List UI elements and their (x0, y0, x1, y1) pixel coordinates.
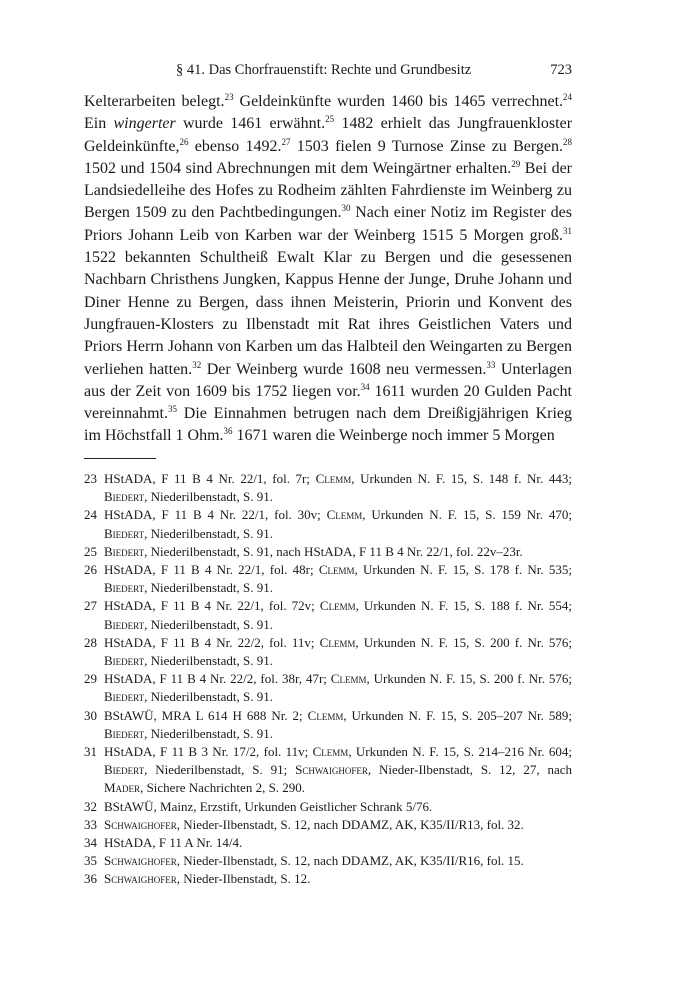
footnote: 30 BStAWÜ, MRA L 614 H 688 Nr. 2; Clemm, Urkunden N. F. 15, S. 205–207 Nr. 589; Biedert, Niederilbenstadt, S. 91. (84, 707, 572, 741)
text-run: Die Einnahmen betrugen nach dem Dreißigjährigen Krieg im Höchstfall 1 Ohm. (84, 405, 572, 445)
footnote-ref[interactable]: 32 (192, 359, 202, 370)
text-run: Nach einer Notiz im Register des Priors Johann Leib von Karben war der Weinberg 1515 5 Morgen groß. (84, 204, 573, 244)
footnote-ref[interactable]: 33 (486, 359, 496, 370)
footnote-number: 25 (84, 543, 97, 559)
page-number: 723 (550, 62, 572, 78)
text-run: ebenso 1492. (188, 137, 282, 155)
footnote-number: 31 (84, 744, 97, 760)
footnote-rule (84, 458, 156, 459)
author-name: Clemm (307, 707, 344, 723)
footnote-ref[interactable]: 35 (167, 404, 177, 415)
footnote: 36 Schwaighofer, Nieder-Ilbenstadt, S. 12. (84, 870, 572, 888)
text-run: Kelterarbeiten belegt. (84, 93, 225, 110)
text-run: 1502 und 1504 sind Abrechnungen mit dem Weingärtner erhalten. (84, 159, 512, 177)
author-name: Schwaighofer (104, 816, 177, 832)
footnote-ref[interactable]: 34 (360, 381, 370, 392)
text-run: 1522 bekannten Schultheiß Ewalt Klar zu Bergen und die gesessenen Nachbarn Christhens Jungken, Kappus Henne der Junge, Druhe Johann und Diner Henne zu Bergen, dass ihnen Meisterin, Priorin und Konvent des Jungfrauen-Klosters zu Ilbenstadt mit Rat ihres Geistlichen Vaters und Priors Herrn Johann von Karben um das Halbteil den Weingarten zu Bergen verliehen hatten. (84, 249, 572, 378)
footnote: 33 Schwaighofer, Nieder-Ilbenstadt, S. 12, nach DDAMZ, AK, K35/II/R13, fol. 32. (84, 816, 572, 834)
footnote-number: 28 (84, 634, 97, 650)
text-run: 1482 erhielt das Jungfrauenkloster Geldeinkünfte, (84, 115, 573, 155)
author-name: Clemm (312, 744, 349, 760)
author-name: Biedert (104, 762, 145, 778)
footnote: 31 HStADA, F 11 B 3 Nr. 17/2, fol. 11v; Clemm, Urkunden N. F. 15, S. 214–216 Nr. 604; Biedert, Niederilbenstadt, S. 91; Schwaighofer, Nieder-Ilbenstadt, S. 12, 27, nach Mader, Sichere Nachrichten 2, S. 290. (84, 744, 573, 796)
author-name: Biedert (104, 689, 145, 705)
footnote-number: 32 (84, 798, 97, 814)
footnote-number: 30 (84, 707, 97, 723)
footnote: 28 HStADA, F 11 B 4 Nr. 22/2, fol. 11v; Clemm, Urkunden N. F. 15, S. 200 f. Nr. 576; Biedert, Niederilbenstadt, S. 91. (84, 634, 572, 669)
author-name: Clemm (326, 507, 363, 523)
author-name: Biedert (104, 616, 145, 632)
footnote-ref[interactable]: 31 (563, 225, 572, 236)
footnote-number: 27 (84, 598, 97, 614)
author-name: Biedert (104, 525, 145, 541)
footnote-number: 35 (84, 853, 97, 869)
author-name: Clemm (318, 562, 355, 578)
text-run: 1611 wurden 20 Gulden Pacht vereinnahmt. (84, 382, 572, 423)
author-name: Biedert (104, 543, 145, 559)
footnote-number: 26 (84, 562, 97, 578)
body-text (84, 91, 572, 448)
footnote-ref[interactable]: 30 (341, 203, 351, 214)
author-name: Schwaighofer (104, 853, 177, 869)
author-name: Clemm (315, 471, 352, 486)
text-run: 1671 waren die Weinberge noch immer 5 Morgen (232, 427, 555, 445)
author-name: Biedert (104, 580, 145, 596)
text-run: Der Weinberg wurde 1608 neu vermessen. (201, 360, 487, 378)
running-title: § 41. Das Chorfrauenstift: Rechte und Grundbesitz (176, 62, 472, 78)
footnote: 34 HStADA, F 11 A Nr. 14/4. (84, 834, 572, 852)
text-run: Unterlagen aus der Zeit von 1609 bis 1752 liegen vor. (84, 360, 572, 400)
footnote: 35 Schwaighofer, Nieder-Ilbenstadt, S. 12, nach DDAMZ, AK, K35/II/R16, fol. 15. (84, 852, 572, 870)
author-name: Schwaighofer (104, 871, 177, 887)
footnote-ref[interactable]: 25 (325, 114, 335, 125)
footnotes (84, 470, 572, 889)
footnote: 25 Biedert, Niederilbenstadt, S. 91, nach HStADA, F 11 B 4 Nr. 22/1, fol. 22v–23r. (84, 543, 572, 561)
footnote-number: 24 (84, 507, 97, 523)
footnote-number: 33 (84, 816, 97, 832)
footnote-ref[interactable]: 23 (224, 92, 234, 102)
author-name: Clemm (330, 671, 367, 687)
italic-term: wingerter (113, 115, 176, 133)
text-run: Ein (84, 115, 114, 133)
author-name: Biedert (104, 489, 145, 505)
footnote-number: 23 (84, 471, 97, 486)
footnote-ref[interactable]: 24 (563, 92, 573, 102)
footnote-ref[interactable]: 26 (179, 136, 189, 147)
author-name: Biedert (104, 725, 145, 741)
text-run: Geldeinkünfte wurden 1460 bis 1465 verrechnet. (233, 93, 564, 110)
footnote-number: 36 (84, 871, 97, 887)
footnote: 27 HStADA, F 11 B 4 Nr. 22/1, fol. 72v; Clemm, Urkunden N. F. 15, S. 188 f. Nr. 554; Biedert, Niederilbenstadt, S. 91. (84, 598, 572, 632)
author-name: Clemm (319, 634, 356, 650)
footnote: 23 HStADA, F 11 B 4 Nr. 22/1, fol. 7r; Clemm, Urkunden N. F. 15, S. 148 f. Nr. 443; Biedert, Niederilbenstadt, S. 91. (84, 471, 572, 505)
footnote-ref[interactable]: 27 (281, 136, 291, 147)
footnote: 24 HStADA, F 11 B 4 Nr. 22/1, fol. 30v; Clemm, Urkunden N. F. 15, S. 159 Nr. 470; Biedert, Niederilbenstadt, S. 91. (84, 507, 572, 541)
footnote: 29 HStADA, F 11 B 4 Nr. 22/2, fol. 38r, 47r; Clemm, Urkunden N. F. 15, S. 200 f. Nr. 576; Biedert, Niederilbenstadt, S. 91. (84, 671, 572, 705)
footnote-ref[interactable]: 29 (511, 158, 521, 169)
footnote: 32 BStAWÜ, Mainz, Erzstift, Urkunden Geistlicher Schrank 5/76. (84, 798, 572, 816)
author-name: Schwaighofer (295, 762, 368, 778)
author-name: Biedert (104, 653, 145, 669)
text-run: wurde 1461 erwähnt. (175, 115, 326, 133)
footnote: 26 HStADA, F 11 B 4 Nr. 22/1, fol. 48r; Clemm, Urkunden N. F. 15, S. 178 f. Nr. 535; Biedert, Niederilbenstadt, S. 91. (84, 562, 572, 596)
text-run: Bei der Landsiedelleihe des Hofes zu Rodheim zählten Fahrdienste im Weinberg zu Bergen 1509 zu den Pachtbedingungen. (84, 159, 572, 222)
paragraph (84, 91, 572, 448)
footnote-number: 34 (84, 835, 97, 851)
text-run: 1503 fielen 9 Turnose Zinse zu Bergen. (290, 137, 563, 155)
author-name: Mader (104, 780, 141, 796)
footnote-number: 29 (84, 671, 97, 687)
footnote-ref[interactable]: 28 (563, 136, 572, 147)
footnote-ref[interactable]: 36 (223, 426, 233, 437)
author-name: Clemm (319, 598, 356, 614)
